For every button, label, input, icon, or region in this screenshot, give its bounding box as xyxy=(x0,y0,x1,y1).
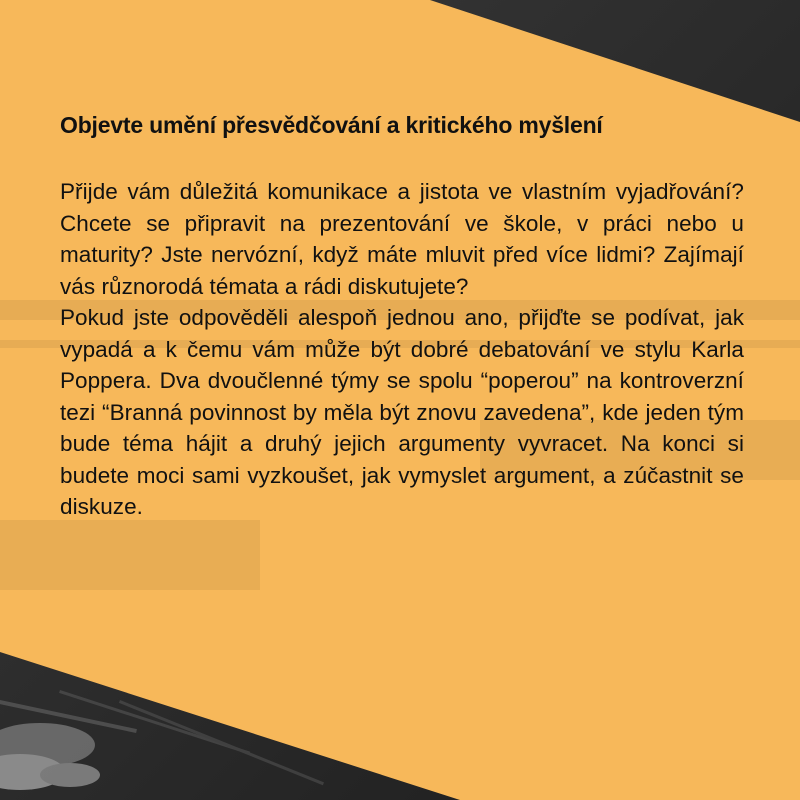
heading: Objevte umění přesvědčování a kritického myšlení xyxy=(60,112,603,138)
paragraph-questions: Přijde vám důležitá komunikace a jistota ve vlastním vyjadřování? Chcete se připravit na prezentování ve škole, v práci nebo u maturity? Jste nervózní, když máte mluvit před více lidmi? Zajímají vás různorodá témata a rádi diskutujete? xyxy=(60,179,744,299)
text-content xyxy=(60,112,744,523)
paragraph-invitation: Pokud jste odpověděli alespoň jednou ano, přijďte se podívat, jak vypadá a k čemu vám může být dobré debatování ve stylu Karla Poppera. Dva dvoučlenné týmy se spolu “poperou” na kontroverzní tezi “Branná povinnost by měla být znovu zavedena”, kde jeden tým bude téma hájit a druhý jejich argumenty vyvracet. Na konci si budete moci sami vyzkoušet, jak vymyslet argument, a zúčastnit se diskuze. xyxy=(60,305,744,519)
